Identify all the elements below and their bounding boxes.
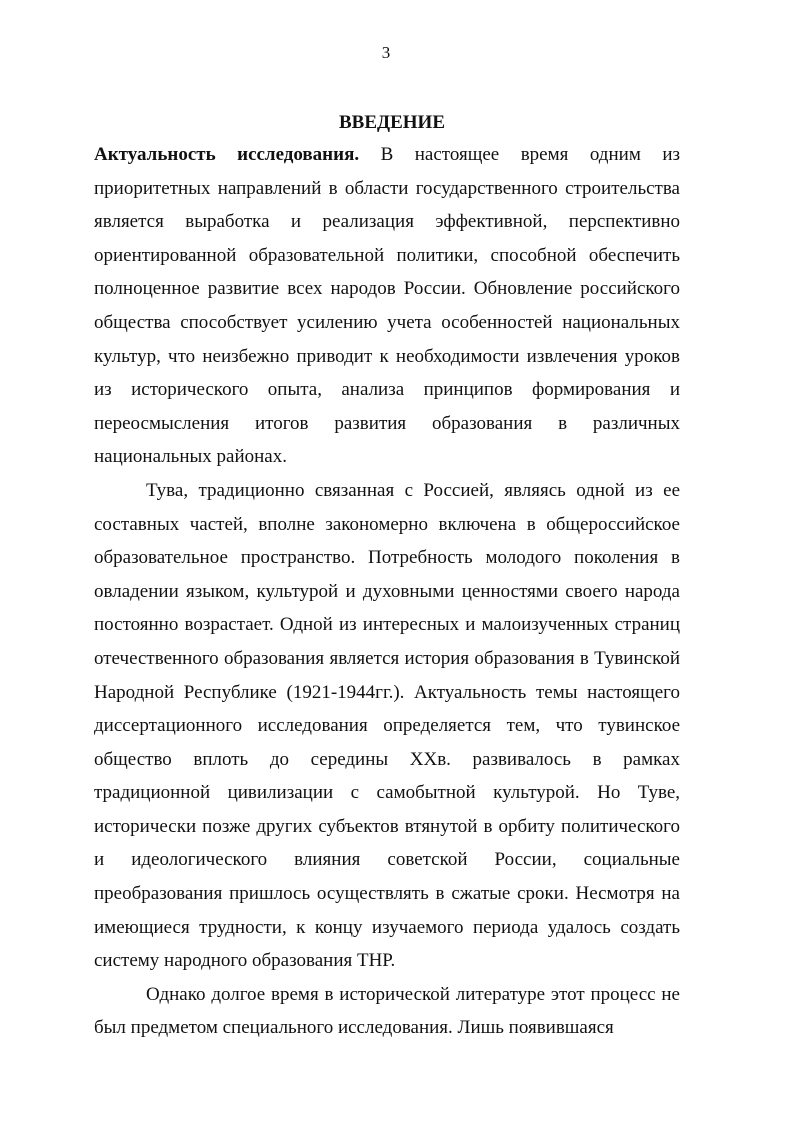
paragraph-lead-relevance: Актуальность исследования.: [94, 144, 360, 165]
paragraph-tuva: Тува, традиционно связанная с Россией, являясь одной из ее составных частей, вполне закономерно включена в общероссийское образовательное пространство. Потребность молодого поколения в овладении языком, культурой и духовными ценностями своего народа постоянно возрастает. Одной из интересных и малоизученных страниц отечественного образования является история образования в Тувинской Народной Республике (1921-1944гг.). Актуальность темы настоящего диссертационного исследования определяется тем, что тувинское общество вплоть до середины XXв. развивалось в рамках традиционной цивилизации с самобытной культурой. Но Туве, исторически позже других субъектов втянутой в орбиту политического и идеологического влияния советской России, социальные преобразования пришлось осуществлять в сжатые сроки. Несмотря на имеющиеся трудности, к концу изучаемого периода удалось создать систему народного образования ТНР.: [94, 479, 680, 972]
paragraph-literature: Однако долгое время в исторической литературе этот процесс не был предметом специального исследования. Лишь появившаяся: [94, 983, 680, 1039]
paragraph-text-relevance: В настоящее время одним из приоритетных направлений в области государственного строительства является выработка и реализация эффективной, перспективно ориентированной образовательной политики, способной обеспечить полноценное развитие всех народов России. Обновление российского общества способствует усилению учета особенностей национальных культур, что неизбежно приводит к необходимости извлечения уроков из исторического опыта, анализа принципов формирования и переосмысления итогов развития образования в различных национальных районах.: [94, 144, 680, 468]
page-number: 3: [381, 43, 391, 62]
section-heading: ВВЕДЕНИЕ: [339, 112, 445, 133]
paragraph-relevance: [94, 138, 680, 474]
page-body: [94, 108, 680, 1045]
